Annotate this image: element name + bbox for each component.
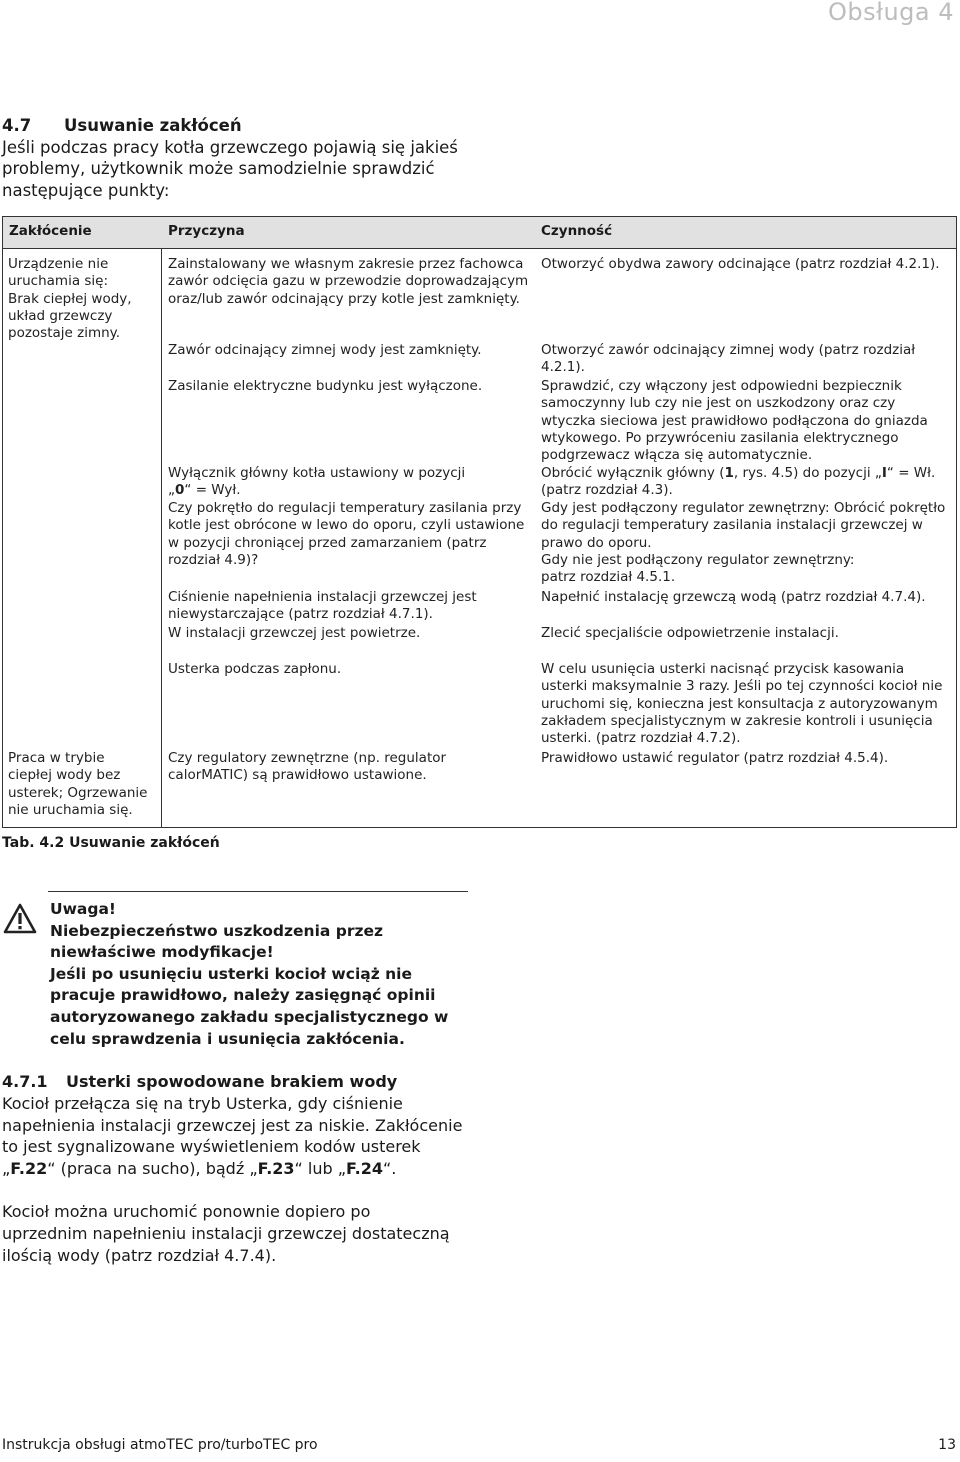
text-line: zawór odcięcia gazu w przewodzie doprowadzającym: [168, 273, 529, 290]
troubleshooting-table: [2, 216, 957, 828]
fault-heating-off: [8, 750, 158, 819]
paragraph: [2, 1201, 472, 1266]
text-line: pozostaje zimny.: [8, 325, 121, 342]
action-external-regulator: [541, 750, 955, 767]
text-line: [168, 482, 536, 499]
text-line: autoryzowanego zakładu specjalistycznego w: [50, 1007, 449, 1026]
cause-gas-valve: [168, 256, 536, 308]
column-header-action: Czynność: [541, 223, 613, 239]
action-cold-water-valve: [541, 342, 955, 377]
quote-mark: „: [168, 482, 175, 499]
text-line: Gdy nie jest podłączony regulator zewnętrzny:: [541, 551, 855, 568]
text-line: Gdy jest podłączony regulator zewnętrzny: Obrócić pokrętło: [541, 500, 946, 516]
text-line: celu sprawdzenia i usunięcia zakłócenia.: [50, 1029, 405, 1048]
text-line: Kocioł przełącza się na tryb Usterka, gdy ciśnienie: [2, 1093, 403, 1113]
text-line: usterki. (patrz rozdział 4.7.2).: [541, 730, 741, 747]
page-header-title: Obsługa 4: [828, 0, 954, 26]
text-line: Niebezpieczeństwo uszkodzenia przez: [50, 921, 384, 940]
text-line: 4.2.1).: [541, 359, 585, 376]
text-line: [541, 465, 955, 482]
subsection-4-7-1: [2, 1071, 472, 1266]
text-line: pracuje prawidłowo, należy zasięgnąć opinii: [50, 986, 436, 1005]
table-header: [3, 217, 956, 249]
text-line: Jeśli po usunięciu usterki kocioł wciąż nie: [50, 964, 412, 983]
action-air-in-system: [541, 625, 955, 642]
switch-position-on: I: [881, 465, 887, 481]
text-line: Sprawdzić, czy włączony jest odpowiedni bezpiecznik: [541, 378, 902, 394]
intro-line: następujące punkty:: [2, 180, 170, 200]
cause-main-switch: [168, 465, 536, 500]
ref-number: 1: [724, 465, 734, 481]
text-span: “ (praca na sucho), bądź „: [47, 1159, 258, 1179]
cause-low-pressure: [168, 589, 536, 624]
text-line: niewystarczające (patrz rozdział 4.7.1).: [168, 606, 433, 623]
intro-line: Jeśli podczas pracy kotła grzewczego pojawią się jakieś: [2, 137, 458, 157]
text-line: to jest sygnalizowane wyświetleniem kodów usterek: [2, 1137, 421, 1157]
column-divider: [161, 249, 162, 827]
text-line: (patrz rozdział 4.3).: [541, 482, 673, 499]
text-span: “ lub „: [294, 1159, 347, 1179]
paragraph: [2, 1093, 472, 1180]
error-code: F.24: [346, 1159, 383, 1179]
text-line: calorMATIC) są prawidłowo ustawione.: [168, 767, 427, 784]
text-line: Otworzyć zawór odcinający zimnej wody (patrz rozdział: [541, 342, 916, 358]
text-line: W celu usunięcia usterki nacisnąć przycisk kasowania: [541, 661, 905, 677]
action-power-off: [541, 378, 955, 464]
text-line: usterki maksymalnie 3 razy. Jeśli po tej czynności kocioł nie: [541, 678, 943, 695]
text-line: uprzednim napełnieniu instalacji grzewczej dostateczną: [2, 1223, 450, 1243]
text-line: samoczynny lub czy nie jest on uszkodzony oraz czy: [541, 395, 896, 412]
text-line: ilością wody (patrz rozdział 4.7.4).: [2, 1245, 277, 1265]
text-line: wtykowego. Po przywróceniu zasilania elektrycznego: [541, 429, 899, 446]
section-4-7: [2, 115, 472, 201]
action-low-pressure: [541, 589, 955, 606]
footer-page-number: 13: [938, 1437, 956, 1453]
action-gas-valve: [541, 256, 955, 273]
text-line: Ciśnienie napełnienia instalacji grzewczej jest: [168, 589, 477, 605]
action-flow-temp-knob: [541, 500, 955, 586]
text-line: Prawidłowo ustawić regulator (patrz rozdział 4.5.4).: [541, 750, 889, 766]
action-main-switch: [541, 465, 955, 500]
text-line: Wyłącznik główny kotła ustawiony w pozycji: [168, 465, 466, 481]
quote-mark: „: [2, 1159, 11, 1179]
text-line: niewłaściwe modyfikacje!: [50, 943, 274, 962]
subsection-number: 4.7.1: [2, 1072, 48, 1091]
text-line: Urządzenie nie: [8, 256, 109, 272]
text-line: Brak ciepłej wody,: [8, 290, 132, 307]
text-line: W instalacji grzewczej jest powietrze.: [168, 625, 421, 641]
text-line: nie uruchamia się.: [8, 801, 133, 818]
text-line: Kocioł można uruchomić ponownie dopiero po: [2, 1201, 371, 1221]
text-span: “ = Wł.: [886, 465, 936, 481]
text-line: uruchomi się, konieczna jest konsultacja z autoryzowanym: [541, 695, 938, 712]
text-line: Czy regulatory zewnętrzne (np. regulator: [168, 750, 447, 766]
text-span: “ = Wył.: [184, 482, 241, 499]
text-line: Otworzyć obydwa zawory odcinające (patrz rozdział 4.2.1).: [541, 256, 940, 272]
text-line: Zainstalowany we własnym zakresie przez fachowca: [168, 256, 524, 272]
subsection-title: Usterki spowodowane brakiem wody: [66, 1072, 398, 1091]
column-header-fault: Zakłócenie: [9, 223, 92, 239]
warning-title: Uwaga!: [50, 900, 116, 918]
text-line: napełnienia instalacji grzewczej jest za niskie. Zakłócenie: [2, 1115, 463, 1135]
text-line: uruchamia się:: [8, 273, 109, 290]
intro-line: problemy, użytkownik może samodzielnie sprawdzić: [2, 159, 435, 178]
section-title: Usuwanie zakłóceń: [64, 116, 242, 135]
subsection-heading: [2, 1071, 472, 1093]
text-span: , rys. 4.5) do pozycji „: [733, 465, 882, 481]
cause-flow-temp-knob: [168, 500, 536, 569]
text-span: Obrócić wyłącznik główny (: [541, 465, 725, 481]
table-caption: Tab. 4.2 Usuwanie zakłóceń: [2, 835, 220, 851]
text-line: oraz/lub zawór odcinający przy kotle jest zamknięty.: [168, 290, 520, 307]
text-line: podgrzewacz włącza się automatycznie.: [541, 447, 813, 464]
section-number: 4.7: [2, 116, 32, 135]
text-line: kotle jest obrócone w lewo do oporu, czyli ustawione: [168, 517, 525, 534]
cause-cold-water-valve: [168, 342, 536, 359]
text-line: ciepłej wody bez: [8, 767, 121, 784]
text-line: w pozycji chroniącej przed zamarzaniem (patrz: [168, 534, 487, 551]
text-span: “.: [382, 1159, 397, 1179]
cause-ignition-fault: [168, 661, 536, 678]
text-line: układ grzewczy: [8, 307, 113, 324]
column-header-cause: Przyczyna: [168, 223, 245, 239]
warning-divider: [48, 891, 468, 892]
text-line: patrz rozdział 4.5.1.: [541, 569, 676, 586]
text-line: Czy pokrętło do regulacji temperatury zasilania przy: [168, 500, 522, 516]
cause-power-off: [168, 378, 536, 395]
text-line: zakładem specjalistycznym w zakresie kontroli i usunięcia: [541, 712, 933, 729]
text-line: Zlecić specjaliście odpowietrzenie instalacji.: [541, 625, 839, 641]
text-line: Zasilanie elektryczne budynku jest wyłączone.: [168, 378, 483, 394]
error-code: F.22: [10, 1159, 48, 1179]
switch-position-off: 0: [175, 482, 185, 499]
action-ignition-fault: [541, 661, 955, 747]
section-heading: [2, 115, 472, 137]
text-line: Praca w trybie: [8, 750, 105, 766]
fault-no-start: [8, 256, 158, 342]
cause-air-in-system: [168, 625, 536, 642]
text-line: Usterka podczas zapłonu.: [168, 661, 342, 677]
error-code: F.23: [257, 1159, 295, 1179]
text-line: usterek; Ogrzewanie: [8, 784, 148, 801]
footer-document-title: Instrukcja obsługi atmoTEC pro/turboTEC pro: [2, 1437, 318, 1453]
text-line: prawo do oporu.: [541, 534, 652, 551]
warning-note: [50, 899, 460, 1050]
text-line: wtyczka sieciowa jest prawidłowo podłączona do gniazda: [541, 412, 928, 429]
warning-triangle-icon: [3, 903, 37, 935]
text-line: do regulacji temperatury zasilania instalacji grzewczej w: [541, 517, 923, 534]
text-line: Napełnić instalację grzewczą wodą (patrz rozdział 4.7.4).: [541, 589, 926, 605]
text-line: rozdział 4.9)?: [168, 551, 259, 568]
text-line: [2, 1158, 472, 1180]
cause-external-regulator: [168, 750, 536, 785]
text-line: Zawór odcinający zimnej wody jest zamknięty.: [168, 342, 482, 358]
